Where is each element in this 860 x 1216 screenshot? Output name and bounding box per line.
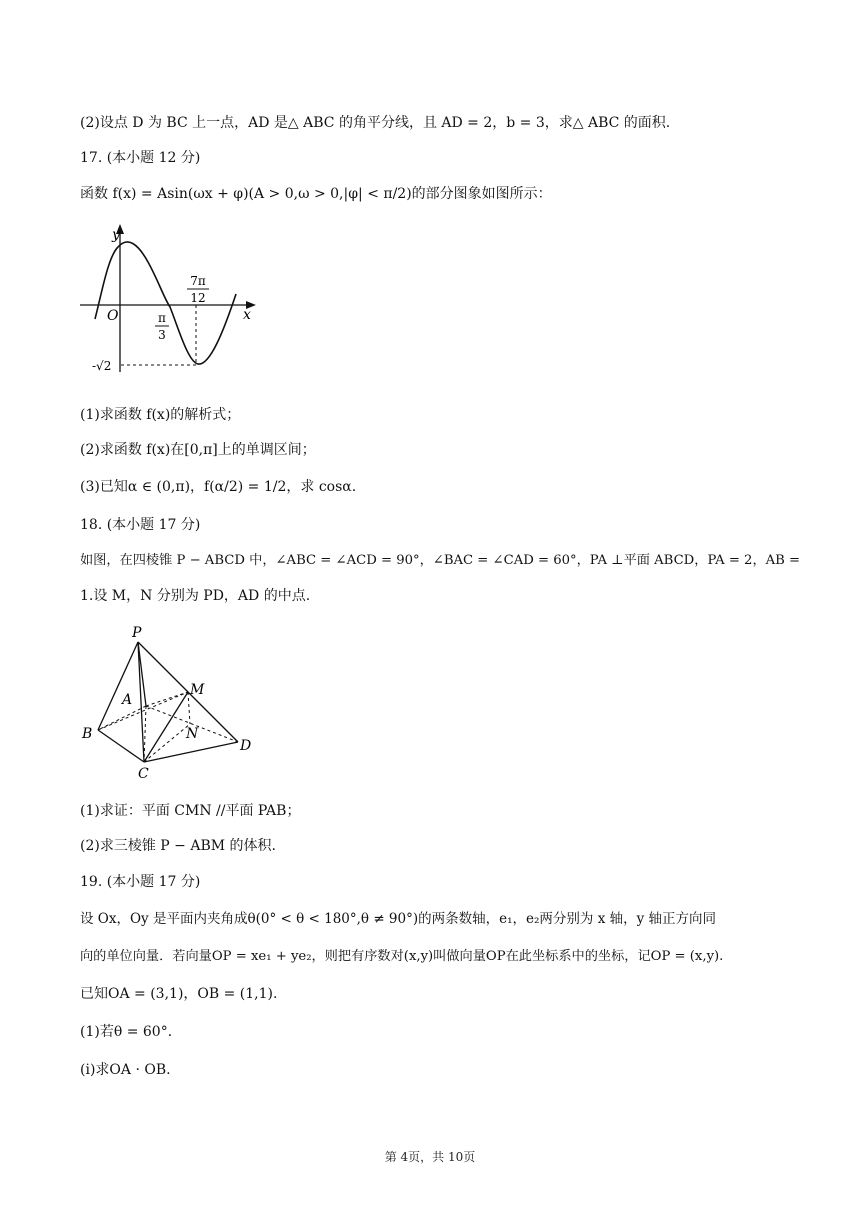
q18-stem-line1: 如图，在四棱锥 P − ABCD 中，∠ABC = ∠ACD = 90°，∠BAC = ∠CAD = 60°，PA ⊥平面 ABCD，PA = 2，AB = xyxy=(80,553,801,568)
q18-stem-line2: 1.设 M，N 分别为 PD，AD 的中点. xyxy=(80,588,311,604)
min-x-denominator: 12 xyxy=(190,291,206,305)
min-x-numerator: 7π xyxy=(190,274,206,288)
edge-CN xyxy=(144,724,190,762)
q17-part2: (2)求函数 f(x)在[0,π]上的单调区间； xyxy=(80,442,316,458)
q19-stem-line2: 向的单位向量．若向量OP = xe₁ + ye₂，则把有序数对(x,y)叫做向量OP在此坐标系中的坐标，记OP = (x,y). xyxy=(80,949,724,964)
q19-header: 19. (本小题 17 分) xyxy=(80,874,201,890)
q19-part1-i: (ⅰ)求OA · OB. xyxy=(80,1062,171,1078)
edge-AC xyxy=(144,706,146,762)
y-axis-label: y xyxy=(112,227,120,243)
sine-curve xyxy=(95,242,236,364)
q17-stem: 函数 f(x) = Asin(ωx + φ)(A > 0,ω > 0,|φ| < π/2)的部分图象如图所示： xyxy=(80,186,552,202)
vertex-A-label: A xyxy=(122,692,133,708)
vertex-D-label: D xyxy=(240,738,252,754)
origin-label: O xyxy=(107,308,119,324)
edge-BM xyxy=(98,692,188,730)
q18-part1: (1)求证：平面 CMN //平面 PAB； xyxy=(80,803,301,819)
q17-part1: (1)求函数 f(x)的解析式； xyxy=(80,407,241,423)
edge-AM xyxy=(146,692,188,706)
vertex-B-label: B xyxy=(82,726,93,742)
edge-PB xyxy=(98,642,138,730)
q19-stem-line1: 设 Ox，Oy 是平面内夹角成θ(0° < θ < 180°,θ ≠ 90°)的两条数轴，e₁，e₂两分别为 x 轴，y 轴正方向同 xyxy=(80,911,717,927)
zero-label-numerator: π xyxy=(158,311,166,325)
q18-part2: (2)求三棱锥 P − ABM 的体积. xyxy=(80,838,276,854)
q18-header: 18. (本小题 17 分) xyxy=(80,517,201,533)
vertex-N-label: N xyxy=(186,726,199,742)
q17-header: 17. (本小题 12 分) xyxy=(80,150,201,166)
vertex-M-label: M xyxy=(190,682,205,698)
min-y-label: -√2 xyxy=(92,359,112,373)
x-axis-label: x xyxy=(243,307,251,323)
q17-part3: (3)已知α ∈ (0,π)，f(α/2) = 1/2，求 cosα. xyxy=(80,479,357,495)
q16-part2: (2)设点 D 为 BC 上一点，AD 是△ ABC 的角平分线，且 AD = 2，b = 3，求△ ABC 的面积. xyxy=(80,115,671,131)
vertex-P-label: P xyxy=(132,625,142,641)
vertex-C-label: C xyxy=(138,766,149,782)
edge-CD xyxy=(144,742,238,762)
edge-PC xyxy=(138,642,144,762)
page-footer: 第 4页，共 10页 xyxy=(384,1150,476,1164)
pyramid-figure xyxy=(78,622,258,782)
edge-CM xyxy=(144,692,188,762)
q19-part1: (1)若θ = 60°． xyxy=(80,1024,182,1040)
sine-graph-figure xyxy=(78,222,268,382)
zero-label-denominator: 3 xyxy=(158,328,166,342)
edge-AB xyxy=(98,706,146,730)
q19-stem-line3: 已知OA = (3,1)，OB = (1,1). xyxy=(80,986,278,1002)
edge-BC xyxy=(98,730,144,762)
